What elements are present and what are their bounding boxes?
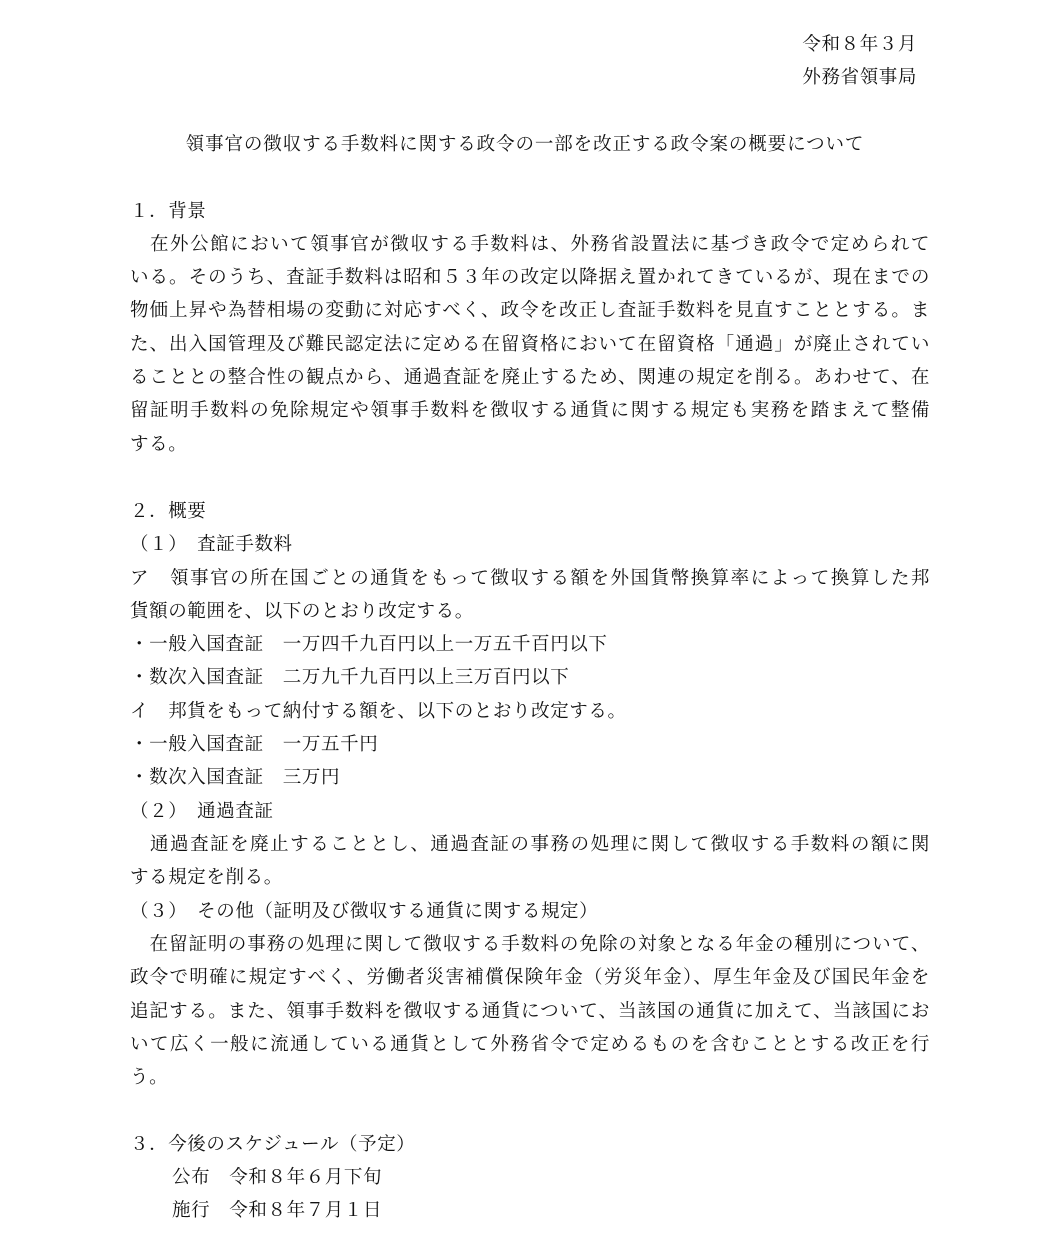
visa-fee-yen-item: ・一般入国査証 一万五千円 (130, 734, 379, 755)
section-3-heading: ３．今後のスケジュール（予定） (130, 1134, 416, 1155)
section-2-heading: ２．概要 (130, 501, 207, 522)
subsection-3-line: いて広く一般に流通している通貨として外務省令で定めるものを含むこととする改正を行 (130, 1034, 930, 1055)
schedule-item: 施行 令和８年７月１日 (172, 1200, 383, 1221)
section-1-paragraph-line: 物価上昇や為替相場の変動に対応すべく、政令を改正し査証手数料を見直すこととする。ま (130, 300, 930, 321)
subsection-3-line: 在留証明の事務の処理に関して徴収する手数料の免除の対象となる年金の種別について、 (130, 934, 930, 955)
subsection-1-heading: （１） 査証手数料 (130, 534, 293, 555)
subsection-1-a-line: 貨額の範囲を、以下のとおり改定する。 (130, 601, 474, 622)
document-title: 領事官の徴収する手数料に関する政令の一部を改正する政令案の概要について (185, 134, 865, 155)
section-1-paragraph-line: 在外公館において領事官が徴収する手数料は、外務省設置法に基づき政令で定められて (130, 234, 930, 255)
issuing-bureau: 外務省領事局 (802, 67, 917, 88)
schedule-item: 公布 令和８年６月下旬 (172, 1167, 383, 1188)
section-1-paragraph-line: ることとの整合性の観点から、通過査証を廃止するため、関連の規定を削る。あわせて、在 (130, 367, 930, 388)
visa-fee-yen-item: ・数次入国査証 三万円 (130, 767, 341, 788)
subsection-3-line: 追記する。また、領事手数料を徴収する通貨について、当該国の通貨に加えて、当該国にお (130, 1001, 930, 1022)
subsection-2-line: 通過査証を廃止することとし、通過査証の事務の処理に関して徴収する手数料の額に関 (130, 834, 930, 855)
section-1-paragraph-line: た、出入国管理及び難民認定法に定める在留資格において在留資格「通過」が廃止されてい (130, 334, 930, 355)
section-1-heading: １．背景 (130, 201, 207, 222)
subsection-3-heading: （３） その他（証明及び徴収する通貨に関する規定） (130, 901, 599, 922)
subsection-1-b-line: イ 邦貨をもって納付する額を、以下のとおり改定する。 (130, 701, 627, 722)
section-1-paragraph-line: 留証明手数料の免除規定や領事手数料を徴収する通貨に関する規定も実務を踏まえて整備 (130, 400, 930, 421)
subsection-2-heading: （２） 通過査証 (130, 801, 274, 822)
subsection-1-a-line: ア 領事官の所在国ごとの通貨をもって徴収する額を外国貨幣換算率によって換算した邦 (130, 568, 930, 589)
subsection-3-line: う。 (130, 1067, 169, 1088)
visa-fee-range-item: ・一般入国査証 一万四千九百円以上一万五千百円以下 (130, 634, 608, 655)
subsection-3-line: 政令で明確に規定すべく、労働者災害補償保険年金（労災年金）、厚生年金及び国民年金を (130, 967, 930, 988)
visa-fee-range-item: ・数次入国査証 二万九千九百円以上三万百円以下 (130, 667, 570, 688)
document-date: 令和８年３月 (802, 34, 917, 55)
section-1-paragraph-line: いる。そのうち、査証手数料は昭和５３年の改定以降据え置かれてきているが、現在までの (130, 267, 930, 288)
section-1-paragraph-line: する。 (130, 434, 188, 455)
subsection-2-line: する規定を削る。 (130, 867, 283, 888)
